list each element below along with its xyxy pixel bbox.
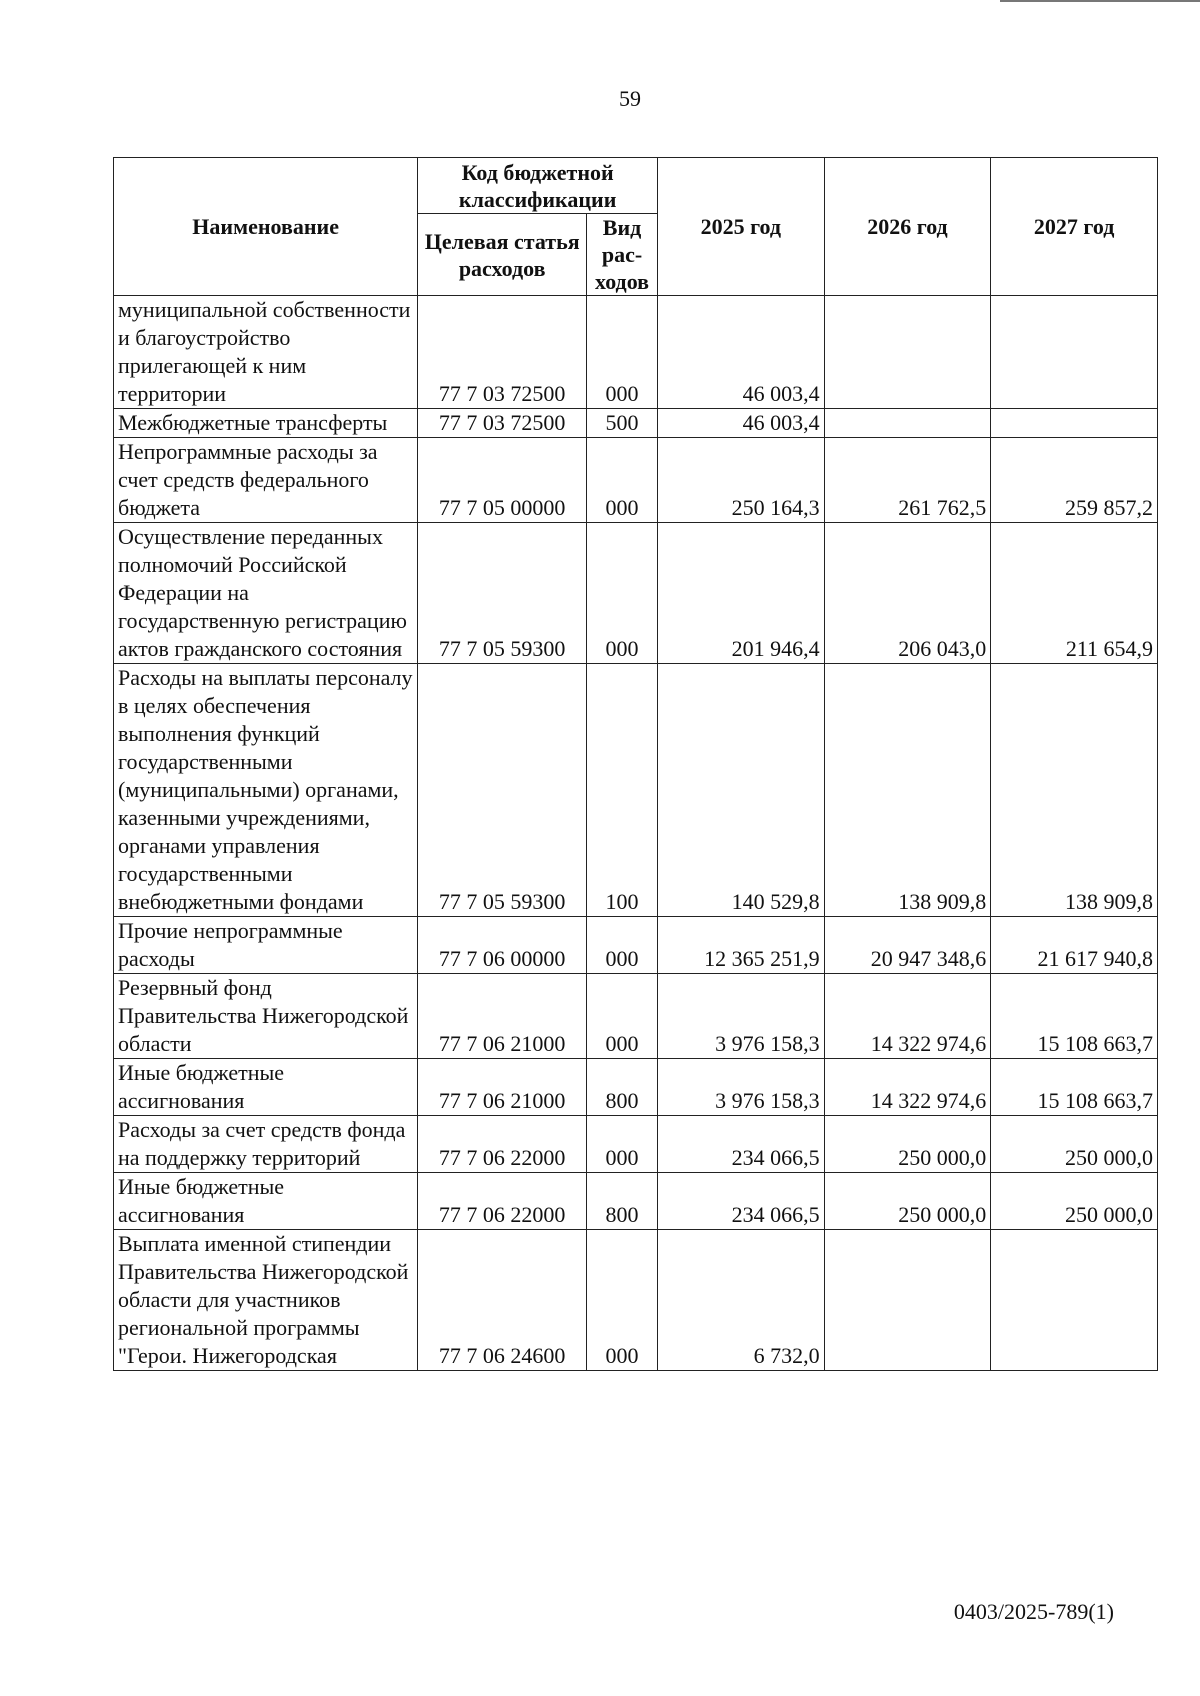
row-vid: 000 <box>587 438 658 523</box>
table-row <box>114 1059 1158 1116</box>
row-target-code: 77 7 03 72500 <box>418 296 587 409</box>
row-2026: 14 322 974,6 <box>824 974 991 1059</box>
row-vid: 000 <box>587 974 658 1059</box>
row-2025: 12 365 251,9 <box>658 917 825 974</box>
header-2027: 2027 год <box>991 158 1158 296</box>
row-vid: 000 <box>587 1230 658 1371</box>
row-2026: 14 322 974,6 <box>824 1059 991 1116</box>
row-target-code: 77 7 06 22000 <box>418 1173 587 1230</box>
row-2027: 259 857,2 <box>991 438 1158 523</box>
row-name: муниципальной собственности и благоустройство прилегающей к ним территории <box>114 296 418 409</box>
row-target-code: 77 7 06 21000 <box>418 974 587 1059</box>
table-row <box>114 974 1158 1059</box>
row-name: Расходы на выплаты персоналу в целях обеспечения выполнения функций государственными (муниципальными) органами, казенными учреждениями, органами управления государственными внебюджетными фондами <box>114 664 418 917</box>
row-2026: 138 909,8 <box>824 664 991 917</box>
row-name: Расходы за счет средств фонда на поддержку территорий <box>114 1116 418 1173</box>
row-target-code: 77 7 03 72500 <box>418 409 587 438</box>
row-vid: 000 <box>587 917 658 974</box>
row-name: Прочие непрограммные расходы <box>114 917 418 974</box>
header-name: Наименование <box>114 158 418 296</box>
row-2025: 234 066,5 <box>658 1173 825 1230</box>
row-2027: 250 000,0 <box>991 1116 1158 1173</box>
row-2025: 46 003,4 <box>658 296 825 409</box>
document-code: 0403/2025-789(1) <box>953 1599 1114 1624</box>
row-2025: 6 732,0 <box>658 1230 825 1371</box>
row-2025: 201 946,4 <box>658 523 825 664</box>
table-header <box>114 158 1158 296</box>
row-2027: 138 909,8 <box>991 664 1158 917</box>
row-2026: 250 000,0 <box>824 1173 991 1230</box>
row-name: Межбюджетные трансферты <box>114 409 418 438</box>
row-name: Резервный фонд Правительства Нижегородской области <box>114 974 418 1059</box>
row-name: Иные бюджетные ассигнования <box>114 1059 418 1116</box>
row-vid: 800 <box>587 1059 658 1116</box>
row-2026 <box>824 296 991 409</box>
row-target-code: 77 7 06 00000 <box>418 917 587 974</box>
row-2026: 20 947 348,6 <box>824 917 991 974</box>
row-2026: 250 000,0 <box>824 1116 991 1173</box>
table-row <box>114 523 1158 664</box>
table-row <box>114 664 1158 917</box>
row-2027 <box>991 409 1158 438</box>
table-body <box>114 296 1158 1371</box>
top-edge-line <box>1000 0 1200 2</box>
row-2026: 261 762,5 <box>824 438 991 523</box>
row-vid: 100 <box>587 664 658 917</box>
row-2027: 21 617 940,8 <box>991 917 1158 974</box>
row-vid: 800 <box>587 1173 658 1230</box>
row-2025: 140 529,8 <box>658 664 825 917</box>
row-name: Иные бюджетные ассигнования <box>114 1173 418 1230</box>
row-name: Выплата именной стипендии Правительства Нижегородской области для участников региональной программы "Герои. Нижегородская <box>114 1230 418 1371</box>
row-2025: 234 066,5 <box>658 1116 825 1173</box>
row-vid: 000 <box>587 296 658 409</box>
row-name: Осуществление переданных полномочий Российской Федерации на государственную регистрацию актов гражданского состояния <box>114 523 418 664</box>
row-2025: 3 976 158,3 <box>658 1059 825 1116</box>
row-name: Непрограммные расходы за счет средств федерального бюджета <box>114 438 418 523</box>
row-2027: 15 108 663,7 <box>991 974 1158 1059</box>
row-target-code: 77 7 06 21000 <box>418 1059 587 1116</box>
budget-table <box>113 157 1158 1371</box>
row-2025: 3 976 158,3 <box>658 974 825 1059</box>
row-vid: 000 <box>587 1116 658 1173</box>
table-row <box>114 1173 1158 1230</box>
row-2027 <box>991 1230 1158 1371</box>
row-2027: 211 654,9 <box>991 523 1158 664</box>
row-2026 <box>824 1230 991 1371</box>
row-target-code: 77 7 05 59300 <box>418 523 587 664</box>
row-target-code: 77 7 06 22000 <box>418 1116 587 1173</box>
header-target: Целевая статья расходов <box>418 214 587 296</box>
header-2025: 2025 год <box>658 158 825 296</box>
row-target-code: 77 7 05 00000 <box>418 438 587 523</box>
row-vid: 000 <box>587 523 658 664</box>
table-row <box>114 409 1158 438</box>
header-2026: 2026 год <box>824 158 991 296</box>
row-2026 <box>824 409 991 438</box>
table-row <box>114 296 1158 409</box>
header-kbk: Код бюджетной классификации <box>418 158 658 214</box>
table-row <box>114 917 1158 974</box>
row-2025: 250 164,3 <box>658 438 825 523</box>
header-vid: Вид рас-ходов <box>587 214 658 296</box>
row-2027 <box>991 296 1158 409</box>
row-vid: 500 <box>587 409 658 438</box>
table-row <box>114 1230 1158 1371</box>
table-row <box>114 438 1158 523</box>
row-2027: 15 108 663,7 <box>991 1059 1158 1116</box>
page-number: 59 <box>619 86 641 111</box>
row-2026: 206 043,0 <box>824 523 991 664</box>
row-2027: 250 000,0 <box>991 1173 1158 1230</box>
row-2025: 46 003,4 <box>658 409 825 438</box>
row-target-code: 77 7 06 24600 <box>418 1230 587 1371</box>
row-target-code: 77 7 05 59300 <box>418 664 587 917</box>
table-row <box>114 1116 1158 1173</box>
